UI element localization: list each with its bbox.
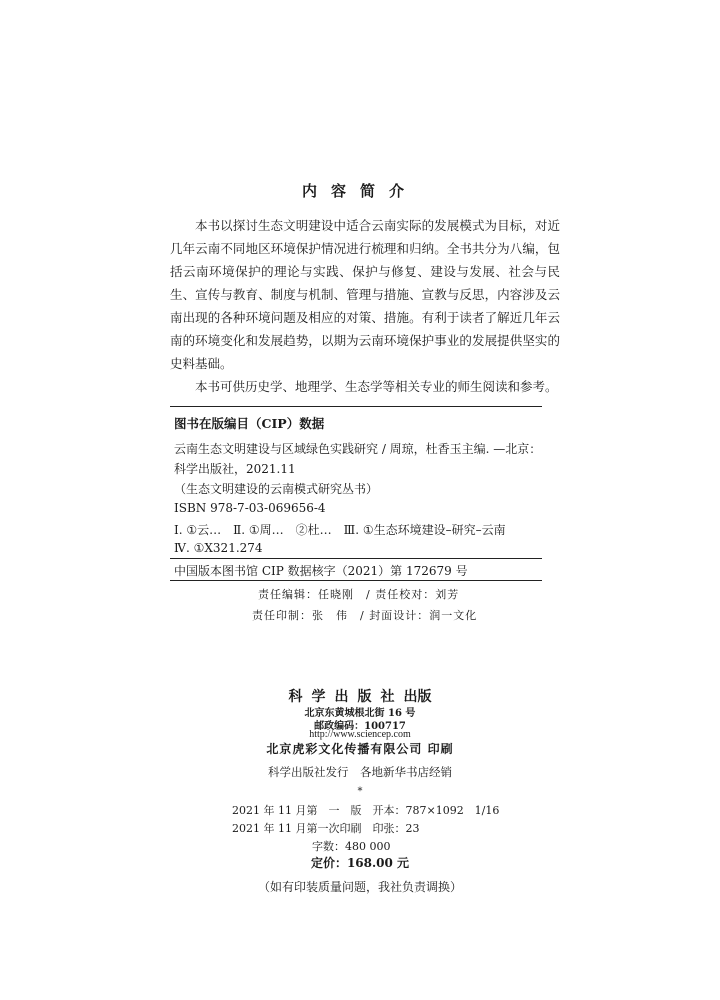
cip-line-3: （生态文明建设的云南模式研究丛书）: [174, 482, 379, 496]
edition-line-3: 字数：480 000: [312, 840, 391, 853]
summary-paragraph-2: 本书可供历史学、地理学、生态学等相关专业的师生阅读和参考。: [195, 379, 558, 394]
cip-heading: 图书在版编目（CIP）数据: [174, 416, 325, 431]
printer-name: [0, 740, 720, 757]
edition-line-1: 2021 年 11 月第 一 版 开本：787×1092 1/16: [232, 804, 500, 817]
separator-star: *: [357, 786, 363, 797]
cip-line-4: ISBN 978-7-03-069656-4: [174, 501, 326, 515]
publisher-name-suffix: 出版: [403, 689, 432, 705]
publisher-address: 北京东黄城根北街 16 号: [304, 708, 416, 719]
price: 定价：168.00 元: [310, 856, 410, 870]
cip-line-5: Ⅰ. ①云… Ⅱ. ①周… ②杜… Ⅲ. ①生态环境建设–研究–云南: [174, 523, 506, 537]
cip-bottom-rule: [170, 580, 542, 581]
publisher-website: http://www.sciencep.com: [309, 729, 411, 740]
distribution-line: 科学出版社发行 各地新华书店经销: [268, 765, 452, 779]
cip-line-6: Ⅳ. ①X321.274: [174, 541, 263, 555]
cip-middle-rule: [170, 558, 542, 559]
publisher-postcode: 邮政编码：100717: [314, 721, 406, 732]
printer-name-text: 北京虎彩文化传播有限公司: [266, 742, 423, 756]
printer-suffix: 印刷: [427, 742, 454, 756]
staff-line-1: 责任编辑：任晓刚 / 责任校对：刘芳: [258, 588, 460, 601]
publisher-name-calligraphy: 科学出版社: [288, 689, 404, 705]
summary-paragraph-1: 本书以探讨生态文明建设中适合云南实际的发展模式为目标，对近几年云南不同地区环境保护情况进行梳理和归纳。全书共分为八编，包括云南环境保护的理论与实践、保护与修复、建设与发展、社会与民生、宣传与教育、制度与机制、管理与措施、宣教与反思，内容涉及云南出现的各种环境问题及相应的对策、措施。有利于读者了解近几年云南的环境变化和发展趋势，以期为云南环境保护事业的发展提供坚实的史料基础。: [170, 218, 560, 371]
publisher-name: [0, 686, 720, 706]
summary-body: [170, 214, 560, 398]
staff-line-2: 责任印制：张 伟 / 封面设计：润一文化: [252, 609, 478, 622]
cip-line-7: 中国版本图书馆 CIP 数据核字（2021）第 172679 号: [174, 564, 468, 578]
edition-line-2: 2021 年 11 月第一次印刷 印张：23: [232, 822, 420, 835]
quality-note: （如有印装质量问题，我社负责调换）: [257, 880, 462, 894]
cip-top-rule: [170, 406, 542, 407]
summary-title: 内容简介: [301, 182, 418, 200]
cip-line-2: 科学出版社，2021.11: [174, 462, 296, 476]
cip-line-1: 云南生态文明建设与区域绿色实践研究 / 周琼，杜香玉主编. —北京：: [174, 442, 542, 456]
